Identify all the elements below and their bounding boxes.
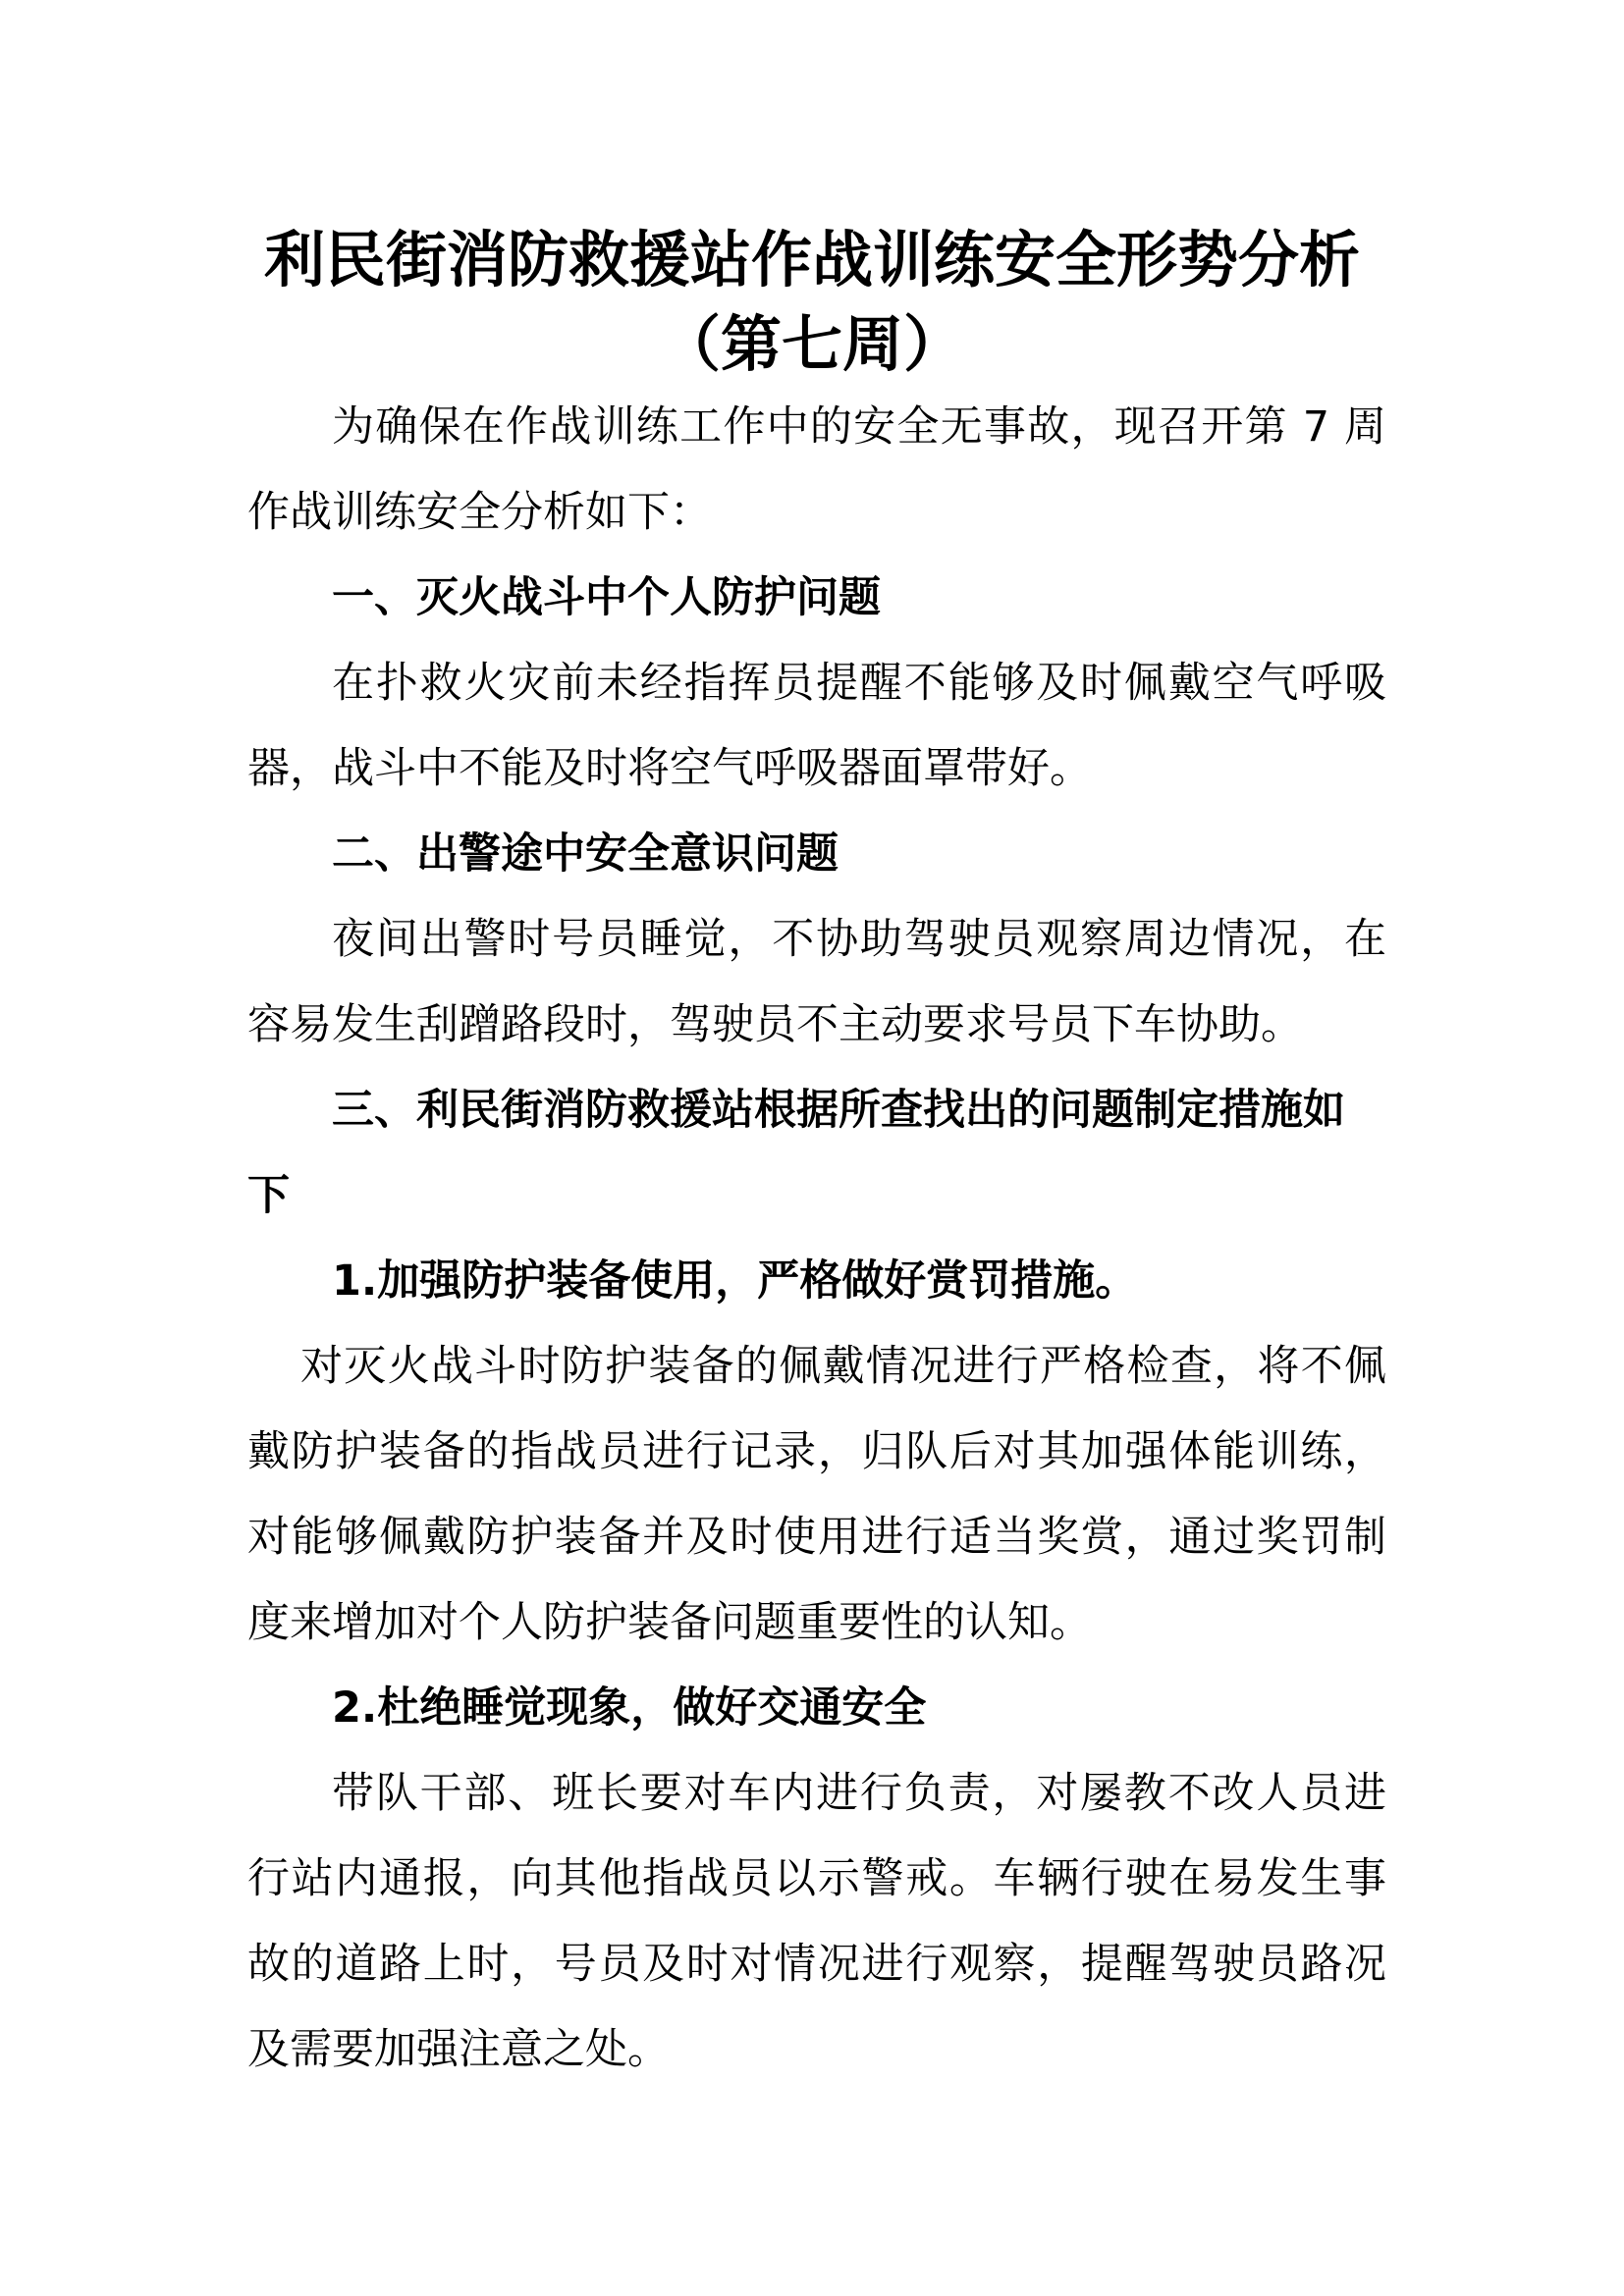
measure-2-paragraph: 带队干部、班长要对车内进行负责，对屡教不改人员进行站内通报，向其他指战员以示警戒。车辆行驶在易发生事故的道路上时，号员及时对情况进行观察，提醒驾驶员路况及需要加强注意之处。	[247, 1769, 1386, 2074]
measure-1-paragraph: 对灭火战斗时防护装备的佩戴情况进行严格检查，将不佩戴防护装备的指战员进行记录，归队后对其加强体能训练，对能够佩戴防护装备并及时使用进行适当奖赏，通过奖罚制度来增加对个人防护装备问题重要性的认知。	[247, 1342, 1386, 1647]
section-2-heading: 二、出警途中安全意识问题	[332, 829, 839, 879]
section-1-paragraph: 在扑救火灾前未经指挥员提醒不能够及时佩戴空气呼吸器，战斗中不能及时将空气呼吸器面罩带好。	[247, 659, 1386, 793]
section-2-paragraph: 夜间出警时号员睡觉，不协助驾驶员观察周边情况，在容易发生刮蹭路段时，驾驶员不主动要求号员下车协助。	[247, 915, 1386, 1049]
document-subtitle: （第七周）	[659, 308, 964, 380]
measure-1-heading: 1.加强防护装备使用，严格做好赏罚措施。	[332, 1256, 1138, 1306]
intro-paragraph: 为确保在作战训练工作中的安全无事故，现召开第 7 周作战训练安全分析如下：	[247, 402, 1386, 537]
document-title: 利民街消防救援站作战训练安全形势分析	[263, 224, 1360, 295]
section-3-heading: 三、利民街消防救援站根据所查找出的问题制定措施如下	[247, 1086, 1345, 1220]
section-1-heading: 一、灭火战斗中个人防护问题	[332, 573, 881, 622]
document-body	[247, 385, 1386, 2093]
measure-2-heading: 2.杜绝睡觉现象，做好交通安全	[332, 1683, 927, 1733]
